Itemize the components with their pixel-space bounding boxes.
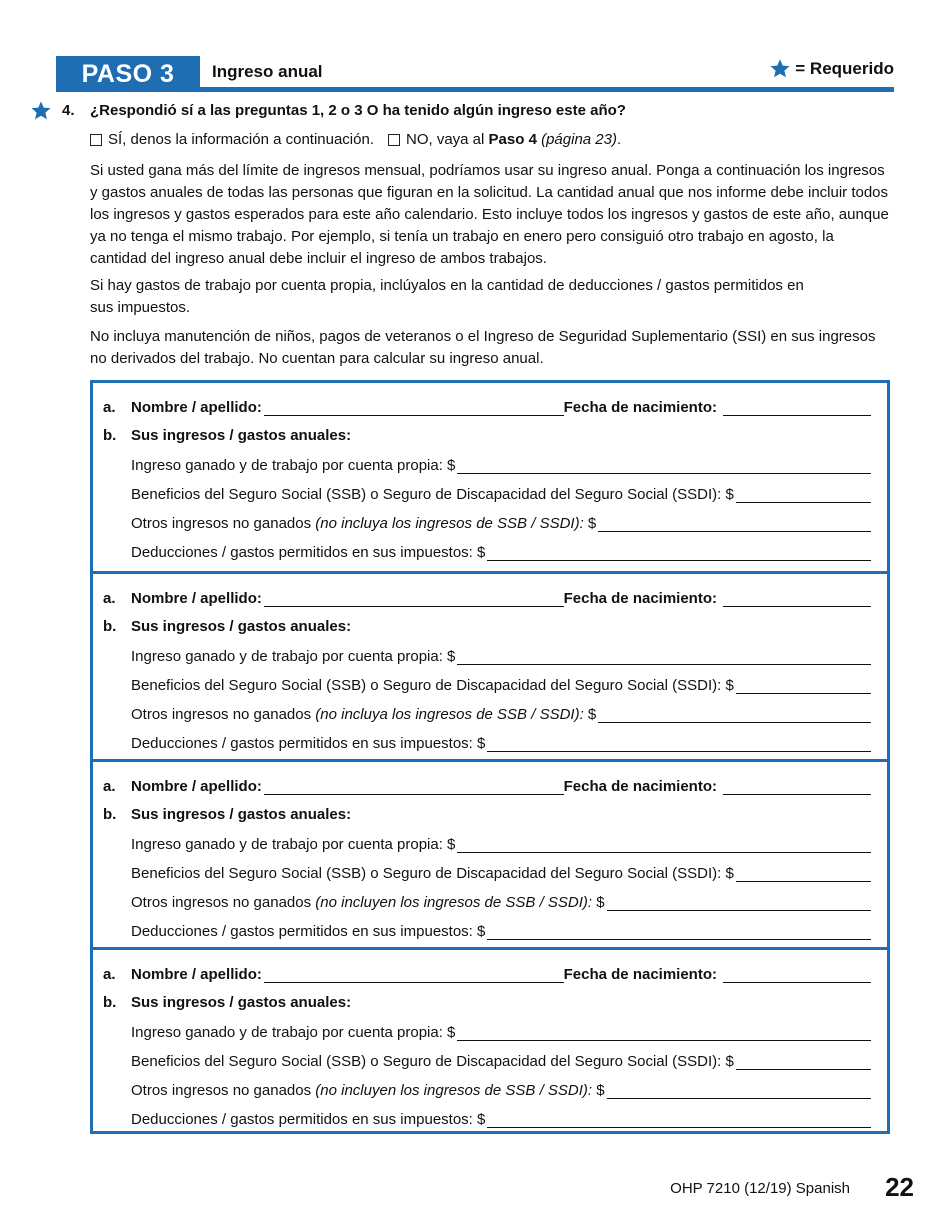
- item-letter-b: b.: [103, 618, 117, 635]
- other-income-label: [131, 706, 596, 723]
- option-yes-label: SÍ, denos la información a continuación.: [108, 131, 374, 148]
- deductions-label: Deducciones / gastos permitidos en sus impuestos: $: [131, 923, 486, 940]
- other-income-label: [131, 1082, 605, 1099]
- deductions-field[interactable]: [487, 1113, 871, 1128]
- name-label: Nombre / apellido:: [131, 590, 262, 607]
- other-income-note: (no incluyen los ingresos de SSB / SSDI):: [315, 894, 593, 911]
- earned-income-field[interactable]: [457, 1026, 871, 1041]
- section-title: Ingreso anual: [212, 62, 323, 81]
- item-letter-b: b.: [103, 806, 117, 823]
- earned-income-label: Ingreso ganado y de trabajo por cuenta propia: $: [131, 457, 456, 474]
- step-4-reference: Paso 4: [488, 131, 537, 148]
- page-number: 22: [885, 1172, 914, 1202]
- other-income-prefix: Otros ingresos no ganados: [131, 1082, 316, 1099]
- name-label: Nombre / apellido:: [131, 399, 262, 416]
- form-code: OHP 7210 (12/19) Spanish: [670, 1180, 850, 1197]
- ssb-label: Beneficios del Seguro Social (SSB) o Seguro de Discapacidad del Seguro Social (SSDI): $: [131, 677, 734, 694]
- ssb-field[interactable]: [736, 488, 871, 503]
- income-heading: Sus ingresos / gastos anuales:: [131, 427, 352, 444]
- earned-income-field[interactable]: [457, 838, 871, 853]
- deductions-label: Deducciones / gastos permitidos en sus impuestos: $: [131, 544, 486, 561]
- other-income-label: [131, 894, 605, 911]
- page-reference: (página 23): [541, 131, 617, 148]
- income-record-2: [93, 571, 887, 759]
- option-no[interactable]: [388, 131, 621, 148]
- dob-field[interactable]: [723, 968, 871, 983]
- answer-options: [90, 131, 621, 148]
- income-heading: Sus ingresos / gastos anuales:: [131, 806, 352, 823]
- income-heading: Sus ingresos / gastos anuales:: [131, 618, 352, 635]
- earned-income-label: Ingreso ganado y de trabajo por cuenta propia: $: [131, 648, 456, 665]
- option-no-label: [406, 131, 621, 148]
- option-yes[interactable]: [90, 131, 374, 148]
- other-income-prefix: Otros ingresos no ganados: [131, 706, 316, 723]
- step-badge: PASO 3: [56, 56, 200, 92]
- ssb-label: Beneficios del Seguro Social (SSB) o Seguro de Discapacidad del Seguro Social (SSDI): $: [131, 1053, 734, 1070]
- other-income-label: [131, 515, 596, 532]
- income-heading: Sus ingresos / gastos anuales:: [131, 994, 352, 1011]
- other-income-field[interactable]: [607, 1084, 871, 1099]
- name-field[interactable]: [264, 780, 564, 795]
- required-legend: [769, 58, 894, 79]
- dob-label: Fecha de nacimiento:: [563, 966, 717, 983]
- required-star-icon: [769, 58, 791, 79]
- instructions-paragraph-2: Si hay gastos de trabajo por cuenta propia, inclúyalos en la cantidad de deducciones / gastos permitidos en sus impuestos.: [90, 277, 804, 316]
- no-checkbox[interactable]: [388, 134, 400, 146]
- name-label: Nombre / apellido:: [131, 966, 262, 983]
- income-record-3: [93, 759, 887, 947]
- required-legend-text: = Requerido: [795, 58, 894, 78]
- question-number: 4.: [62, 102, 75, 119]
- yes-checkbox[interactable]: [90, 134, 102, 146]
- option-no-suffix: .: [616, 131, 622, 148]
- dob-field[interactable]: [723, 401, 871, 416]
- required-star-icon: [30, 100, 52, 121]
- item-letter-a: a.: [103, 399, 116, 416]
- income-record-1: [93, 383, 887, 571]
- dob-field[interactable]: [723, 592, 871, 607]
- ssb-field[interactable]: [736, 679, 871, 694]
- ssb-label: Beneficios del Seguro Social (SSB) o Seguro de Discapacidad del Seguro Social (SSDI): $: [131, 865, 734, 882]
- dob-label: Fecha de nacimiento:: [563, 399, 717, 416]
- dob-label: Fecha de nacimiento:: [563, 590, 717, 607]
- earned-income-label: Ingreso ganado y de trabajo por cuenta propia: $: [131, 836, 456, 853]
- deductions-field[interactable]: [487, 546, 871, 561]
- other-income-suffix: $: [583, 515, 597, 532]
- dob-field[interactable]: [723, 780, 871, 795]
- deductions-field[interactable]: [487, 737, 871, 752]
- income-records-table: [90, 380, 890, 1134]
- income-record-4: [93, 947, 887, 1135]
- other-income-note: (no incluyen los ingresos de SSB / SSDI):: [315, 1082, 593, 1099]
- item-letter-a: a.: [103, 778, 116, 795]
- header-divider: [200, 87, 894, 92]
- earned-income-label: Ingreso ganado y de trabajo por cuenta propia: $: [131, 1024, 456, 1041]
- deductions-label: Deducciones / gastos permitidos en sus impuestos: $: [131, 1111, 486, 1128]
- option-no-prefix: NO, vaya al: [406, 131, 485, 148]
- other-income-suffix: $: [592, 894, 605, 911]
- other-income-suffix: $: [592, 1082, 605, 1099]
- question-text: ¿Respondió sí a las preguntas 1, 2 o 3 O ha tenido algún ingreso este año?: [90, 102, 626, 119]
- other-income-note: (no incluya los ingresos de SSB / SSDI):: [315, 706, 584, 723]
- name-field[interactable]: [264, 401, 564, 416]
- step-header: [56, 56, 894, 92]
- other-income-note: (no incluya los ingresos de SSB / SSDI):: [315, 515, 584, 532]
- earned-income-field[interactable]: [457, 459, 871, 474]
- other-income-field[interactable]: [598, 517, 871, 532]
- item-letter-b: b.: [103, 427, 117, 444]
- instructions-paragraph-3: No incluya manutención de niños, pagos de veteranos o el Ingreso de Seguridad Suplementario (SSI) en sus ingresos no derivados del trabajo. No cuentan para calcular su ingreso anual.: [90, 328, 876, 367]
- ssb-field[interactable]: [736, 1055, 871, 1070]
- other-income-prefix: Otros ingresos no ganados: [131, 515, 316, 532]
- other-income-field[interactable]: [607, 896, 871, 911]
- ssb-label: Beneficios del Seguro Social (SSB) o Seguro de Discapacidad del Seguro Social (SSDI): $: [131, 486, 734, 503]
- deductions-label: Deducciones / gastos permitidos en sus impuestos: $: [131, 735, 486, 752]
- item-letter-b: b.: [103, 994, 117, 1011]
- name-field[interactable]: [264, 592, 564, 607]
- other-income-field[interactable]: [598, 708, 871, 723]
- name-label: Nombre / apellido:: [131, 778, 262, 795]
- dob-label: Fecha de nacimiento:: [563, 778, 717, 795]
- item-letter-a: a.: [103, 590, 116, 607]
- item-letter-a: a.: [103, 966, 116, 983]
- name-field[interactable]: [264, 968, 564, 983]
- instructions-paragraph-1: Si usted gana más del límite de ingresos mensual, podríamos usar su ingreso anual. Ponga a continuación los ingresos y gastos anuales de todas las personas que figuran en la solicitud. La cantidad anual que nos informe debe incluir todos los ingresos y gastos esperados para este año calendario. Esto incluye todos los ingresos y gastos de este año, aunque ya no tenga el mismo trabajo. Por ejemplo, si tenía un trabajo en enero pero consiguió otro trabajo en agosto, la cantidad del ingreso anual debe incluir el ingreso de ambos trabajos.: [90, 162, 889, 267]
- ssb-field[interactable]: [736, 867, 871, 882]
- deductions-field[interactable]: [487, 925, 871, 940]
- other-income-suffix: $: [583, 706, 597, 723]
- earned-income-field[interactable]: [457, 650, 871, 665]
- other-income-prefix: Otros ingresos no ganados: [131, 894, 316, 911]
